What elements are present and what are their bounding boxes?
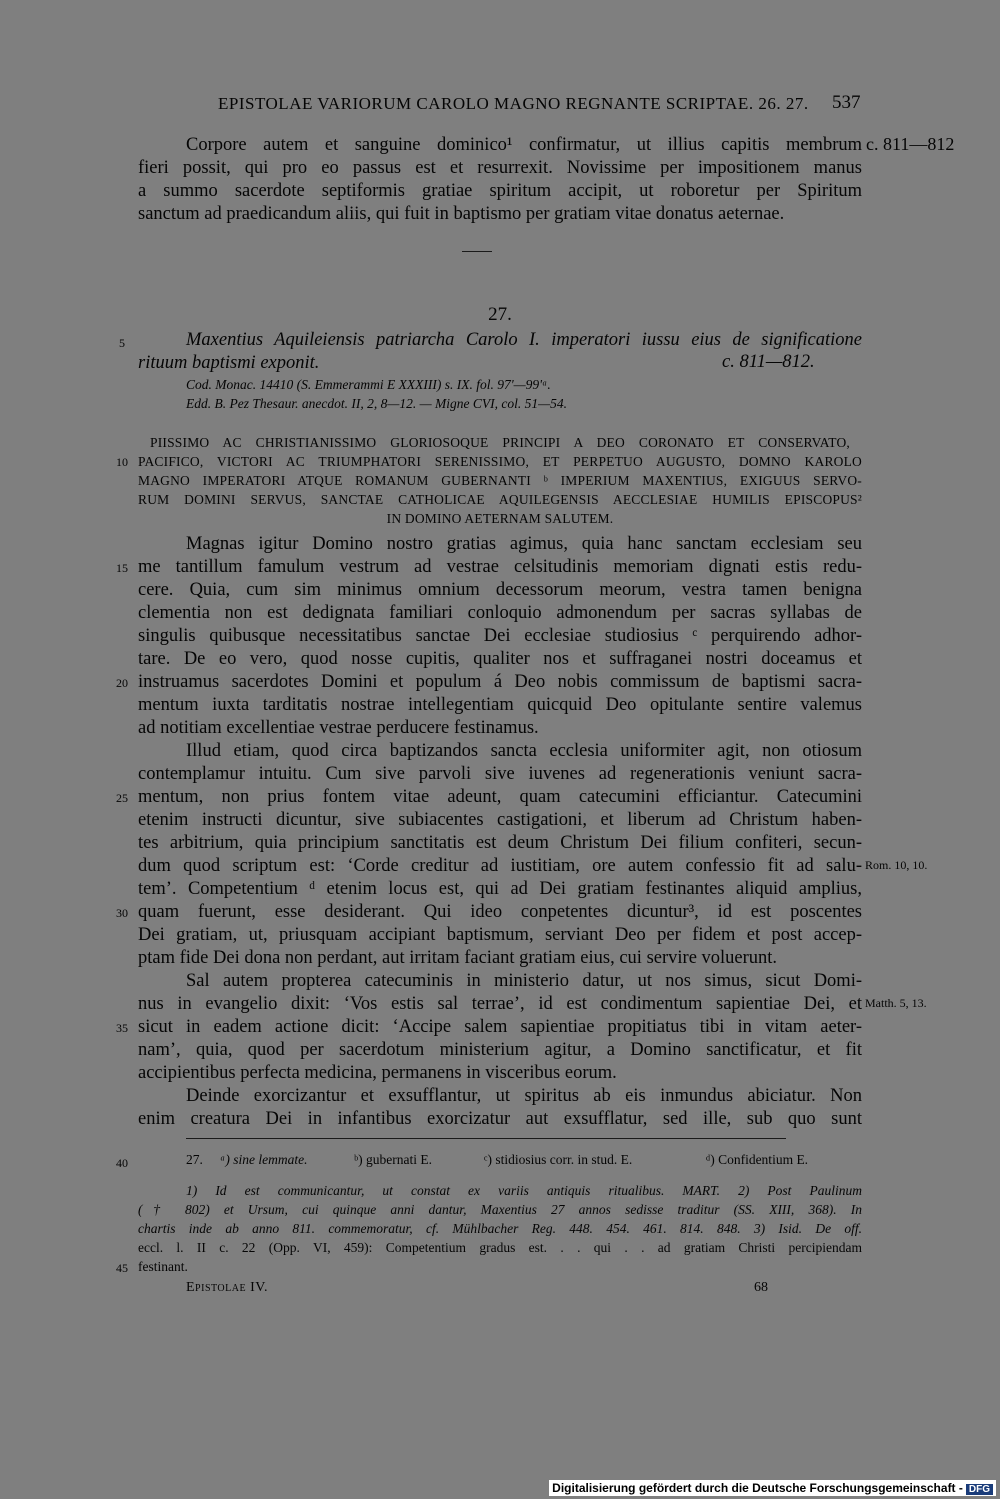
footnote-line-5: festinant. xyxy=(138,1259,188,1274)
line-number-40: 40 xyxy=(116,1156,128,1170)
prev-text-line-1: Corpore autem et sanguine dominico¹ confirmatur, ut illius capitis membrum xyxy=(186,135,862,155)
footnote-line-2: († 802) et Ursum, cui quinque anni dantur, Maxentius 27 annos sedisse traditur (SS. XIII, 368). In xyxy=(138,1202,862,1217)
summary-line-2: rituum baptismi exponit. xyxy=(138,353,320,373)
apparatus-rule xyxy=(186,1138,786,1139)
prev-text-line-3: a summo sacerdote septiformis gratiae spiritum accipit, ut roboretur per Spiritum xyxy=(138,181,862,201)
body-line-17: quam fuerunt, esse desiderant. Qui ideo conpetentes dicuntur³, id est poscentes xyxy=(138,902,862,922)
prev-text-line-2: fieri possit, qui pro eo passus est et resurrexit. Novissime per impositionem manus xyxy=(138,158,862,178)
body-line-14: tes arbitrium, quia principium sanctitatis est deum Christum Dei filium confiteri, secun- xyxy=(138,833,862,853)
line-number-35: 35 xyxy=(116,1021,128,1035)
body-line-3: cere. Quia, cum sim minimus omnium decessorum meorum, vestra tamen benigna xyxy=(138,580,862,600)
line-number-45: 45 xyxy=(116,1261,128,1275)
body-line-4: clementia non est dedignata familiari conloquio admonendum per sacras syllabas de xyxy=(138,603,862,623)
body-line-13: etenim instructi dicuntur, sive subiacentes castigationi, et liberum ad Christum haben- xyxy=(138,810,862,830)
page-number: 537 xyxy=(832,92,861,113)
footnote-line-1: 1) Id est communicantur, ut constat ex variis antiquis ritualibus. MART. 2) Post Paulinum xyxy=(186,1183,862,1198)
body-line-20: Sal autem propterea catecuminis in ministerio datur, ut nos simus, sicut Domi- xyxy=(186,971,862,991)
body-line-12: mentum, non prius fontem vitae adeunt, quam catecumini efficiantur. Catecumini xyxy=(138,787,862,807)
body-line-23: nam’, quia, quod per sacerdotum ministerium agitur, a Domino sanctificatur, et fit xyxy=(138,1040,862,1060)
body-line-2: me tantillum famulum vestrum ad vestrae celsitudinis memoriam dignati estis redu- xyxy=(138,557,862,577)
body-line-6: tare. De eo vero, quod nosse cupitis, qualiter nos et suffraganei nostri doceamus et xyxy=(138,649,862,669)
body-line-9: ad notitiam excellentiae vestrae perducere festinamus. xyxy=(138,718,539,738)
section-divider xyxy=(462,251,492,252)
apparatus-number: 27. xyxy=(186,1152,203,1167)
line-number-20: 20 xyxy=(116,676,128,690)
codex-info: Cod. Monac. 14410 (S. Emmerammi E XXXIII) s. IX. fol. 97'—99'ᵃ. xyxy=(186,377,551,392)
body-line-18: Dei gratiam, ut, priusquam accipiant baptismum, serviant Deo per fidem et post accep- xyxy=(138,925,862,945)
body-line-26: enim creatura Dei in infantibus exorcizatur aut exsufflatur, sed ille, sub quo sunt xyxy=(138,1109,862,1129)
prev-text-line-4: sanctum ad praedicandum aliis, qui fuit in baptismo per gratiam vitae donatus aeternae. xyxy=(138,204,785,224)
letter-date: c. 811—812. xyxy=(722,352,815,372)
body-line-21: nus in evangelio dixit: ‘Vos estis sal terrae’, id est condimentum sapientiae Dei, et xyxy=(138,994,862,1014)
salutation-line-5: IN DOMINO AETERNAM SALUTEM. xyxy=(386,511,614,526)
body-line-22: sicut in eadem actione dicit: ‘Accipe salem sapientiae propitiatus tibi in vitam aeter- xyxy=(138,1017,862,1037)
body-line-25: Deinde exorcizantur et exsufflantur, ut spiritus ab eis inmundus abiciatur. Non xyxy=(186,1086,862,1106)
body-line-7: instruamus sacerdotes Domini et populum á Deo nobis commissum de baptismi sacra- xyxy=(138,672,862,692)
line-number-25: 25 xyxy=(116,791,128,805)
body-line-8: mentum iuxta tarditatis nostrae intellegentiam quicquid Deo opitulante sentire valemus xyxy=(138,695,862,715)
side-ref-matth: Matth. 5, 13. xyxy=(865,996,927,1010)
body-line-24: accipientibus perfecta medicina, permanens in visceribus eorum. xyxy=(138,1063,617,1083)
line-number-5: 5 xyxy=(119,336,125,350)
line-number-30: 30 xyxy=(116,906,128,920)
line-number-15: 15 xyxy=(116,561,128,575)
footnote-line-3: chartis inde ab anno 811. commemoratur, cf. Mühlbacher Reg. 448. 454. 461. 814. 848. 3) Isid. De off. xyxy=(138,1221,862,1236)
salutation-line-3: MAGNO IMPERATORI ATQUE ROMANUM GUBERNANTI ᵇ IMPERIUM MAXENTIUS, EXIGUUS SERVO- xyxy=(138,473,862,488)
line-number-10: 10 xyxy=(116,455,128,469)
salutation-line-2: PACIFICO, VICTORI AC TRIUMPHATORI SERENISSIMO, ET PERPETUO AUGUSTO, DOMNO KAROLO xyxy=(138,454,862,469)
funding-footer xyxy=(549,1480,996,1496)
apparatus-c: ᶜ) stidiosius corr. in stud. E. xyxy=(484,1152,633,1167)
body-line-15: dum quod scriptum est: ‘Corde creditur ad iustitiam, ore autem confessio fit ad salu- xyxy=(138,856,862,876)
signature-number: 68 xyxy=(754,1280,768,1295)
editions-info: Edd. B. Pez Thesaur. anecdot. II, 2, 8—12. — Migne CVI, col. 51—54. xyxy=(186,396,567,411)
apparatus-b: ᵇ) gubernati E. xyxy=(354,1152,433,1167)
body-line-11: contemplamur intuitu. Cum sive parvoli sive iuvenes ad regenerationis veniunt sacra- xyxy=(138,764,862,784)
dfg-logo: DFG xyxy=(966,1484,993,1495)
footnote-line-4: eccl. l. II c. 22 (Opp. VI, 459): Competentium gradus est. . . qui . . ad gratiam Christi percipiendam xyxy=(138,1240,862,1255)
body-line-16: tem’. Competentium ᵈ etenim locus est, qui ad Dei gratiam festinantes aliquid amplius, xyxy=(138,879,862,899)
salutation-line-4: RUM DOMINI SERVUS, SANCTAE CATHOLICAE AQUILEGENSIS AECCLESIAE HUMILIS EPISCOPUS² xyxy=(138,492,862,507)
funding-text: Digitalisierung gefördert durch die Deutsche Forschungsgemeinschaft - xyxy=(552,1481,963,1495)
signature-mark: Epistolae IV. xyxy=(186,1280,269,1295)
summary-line-1: Maxentius Aquileiensis patriarcha Carolo I. imperatori iussu eius de significatione xyxy=(186,330,862,350)
letter-number: 27. xyxy=(488,304,512,325)
margin-date: c. 811—812 xyxy=(866,134,955,154)
body-line-1: Magnas igitur Domino nostro gratias agimus, quia hanc sanctam ecclesiam seu xyxy=(186,534,862,554)
apparatus-d: ᵈ) Confidentium E. xyxy=(706,1152,809,1167)
apparatus-a: ᵃ) sine lemmate. xyxy=(220,1152,308,1167)
body-line-19: ptam fide Dei dona non perdant, aut irritam faciant gratiam eius, cui servire voluerunt. xyxy=(138,948,778,968)
salutation-line-1: PIISSIMO AC CHRISTIANISSIMO GLORIOSOQUE PRINCIPI A DEO CORONATO ET CONSERVATO, xyxy=(150,435,850,450)
body-line-5: singulis quibusque necessitatibus sanctae Dei ecclesiae studiosius ᶜ perquirendo adhor- xyxy=(138,626,862,646)
body-line-10: Illud etiam, quod circa baptizandos sancta ecclesia uniformiter agit, non otiosum xyxy=(186,741,862,761)
side-ref-rom: Rom. 10, 10. xyxy=(865,858,928,872)
running-title: EPISTOLAE VARIORUM CAROLO MAGNO REGNANTE SCRIPTAE. 26. 27. xyxy=(218,94,809,113)
